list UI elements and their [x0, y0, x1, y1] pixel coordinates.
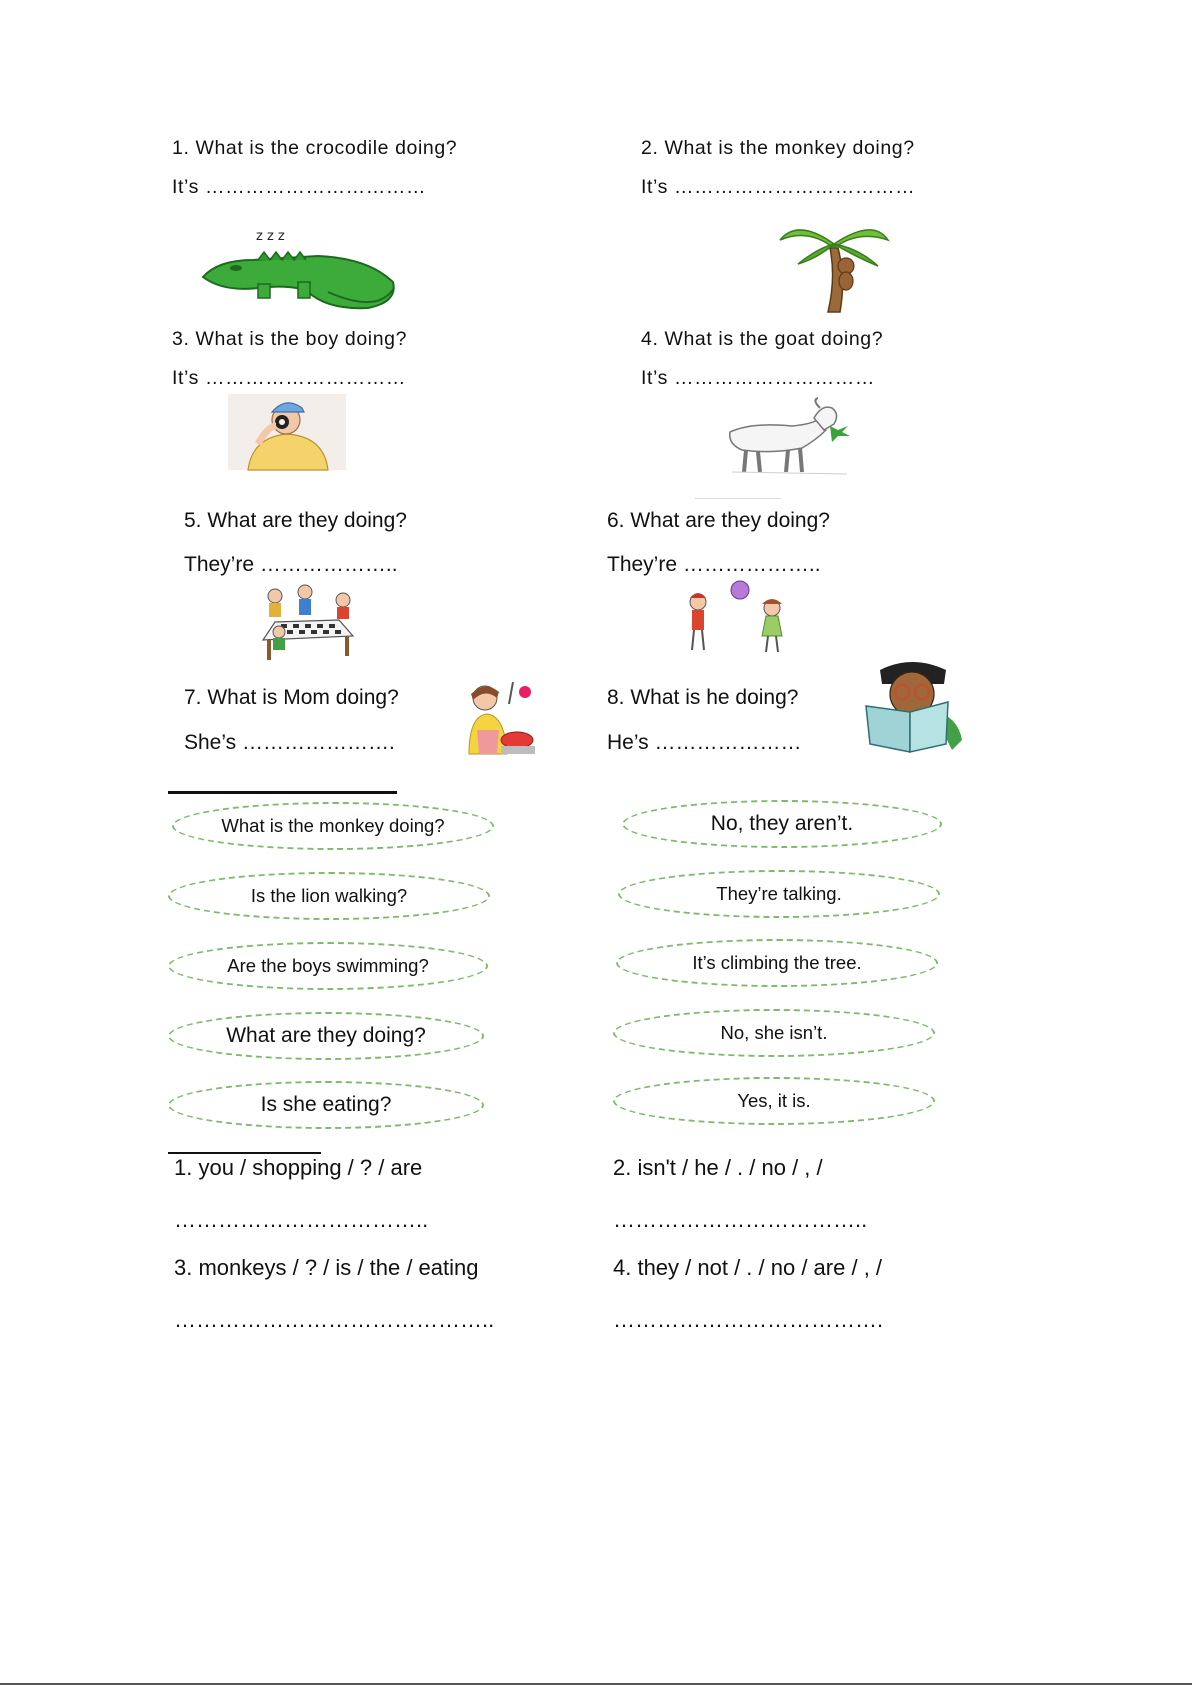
scramble-line-2[interactable]: ……………………………..: [613, 1207, 868, 1232]
svg-text:z z z: z z z: [256, 229, 285, 244]
answer-line-6[interactable]: They’re ………………..: [607, 553, 821, 576]
monkey-tree-image: [778, 218, 890, 314]
question-pill-5[interactable]: Is she eating?: [168, 1081, 484, 1129]
question-4: 4. What is the goat doing?: [641, 328, 884, 350]
question-8: 8. What is he doing?: [607, 686, 799, 709]
section-underline-2: [168, 1152, 321, 1154]
answer-line-4[interactable]: It’s …………………………: [641, 367, 875, 389]
question-pill-4[interactable]: What are they doing?: [168, 1012, 484, 1060]
question-2: 2. What is the monkey doing?: [641, 137, 915, 159]
mom-cooking-image: [455, 680, 543, 754]
question-pill-1[interactable]: What is the monkey doing?: [172, 802, 494, 850]
boy-camera-image: [228, 394, 346, 470]
boy-reading-image: [862, 660, 966, 754]
section-underline: [168, 791, 397, 794]
scramble-line-4[interactable]: ……………………………….: [613, 1307, 884, 1332]
answer-pill-1[interactable]: No, they aren’t.: [622, 800, 942, 848]
scramble-prompt-4: 4. they / not / . / no / are / , /: [613, 1255, 883, 1280]
answer-pill-5[interactable]: Yes, it is.: [613, 1077, 935, 1125]
goat-image: [722, 400, 852, 476]
answer-pill-2[interactable]: They’re talking.: [618, 870, 940, 918]
answer-line-1[interactable]: It’s ……………………………: [172, 176, 427, 198]
divider: [695, 498, 781, 499]
answer-line-5[interactable]: They’re ………………..: [184, 553, 398, 576]
scramble-line-3[interactable]: ……………………………………..: [174, 1307, 495, 1332]
answer-line-2[interactable]: It’s ………………………………: [641, 176, 916, 198]
answer-pill-3[interactable]: It’s climbing the tree.: [616, 939, 938, 987]
question-1: 1. What is the crocodile doing?: [172, 137, 458, 159]
question-pill-3[interactable]: Are the boys swimming?: [168, 942, 488, 990]
question-6: 6. What are they doing?: [607, 509, 830, 532]
question-3: 3. What is the boy doing?: [172, 328, 408, 350]
answer-line-7[interactable]: She’s ………………….: [184, 731, 395, 754]
scramble-line-1[interactable]: ……………………………..: [174, 1207, 429, 1232]
answer-pill-4[interactable]: No, she isn’t.: [613, 1009, 935, 1057]
crocodile-image: [198, 222, 403, 314]
scramble-prompt-1: 1. you / shopping / ? / are: [174, 1155, 423, 1180]
kids-chess-image: [257, 584, 357, 662]
scramble-prompt-3: 3. monkeys / ? / is / the / eating: [174, 1255, 479, 1280]
question-7: 7. What is Mom doing?: [184, 686, 399, 709]
question-pill-2[interactable]: Is the lion walking?: [168, 872, 490, 920]
question-5: 5. What are they doing?: [184, 509, 407, 532]
girls-ball-image: [680, 580, 802, 654]
answer-line-3[interactable]: It’s …………………………: [172, 367, 406, 389]
scramble-prompt-2: 2. isn't / he / . / no / , /: [613, 1155, 823, 1180]
answer-line-8[interactable]: He’s …………………: [607, 731, 802, 754]
